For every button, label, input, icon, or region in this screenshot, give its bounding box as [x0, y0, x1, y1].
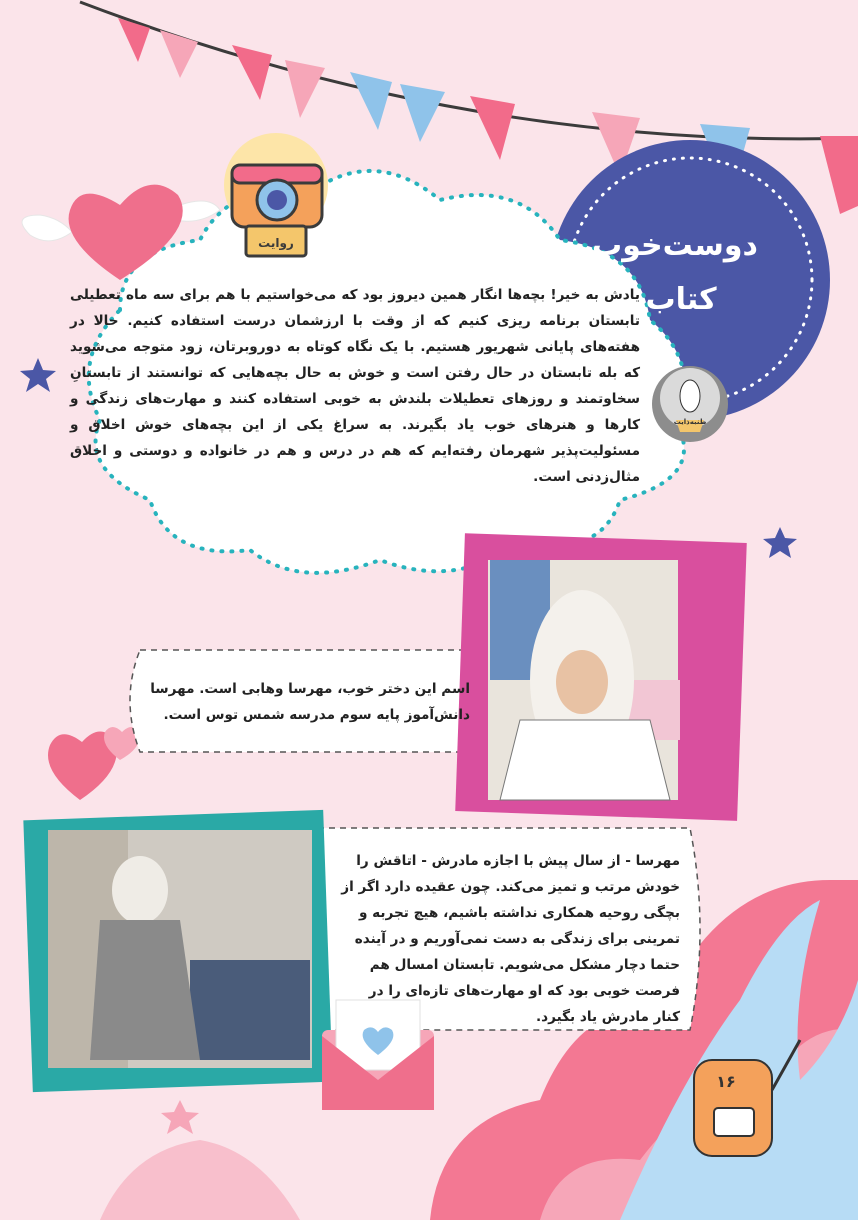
- photo-caption-1: اسم این دختر خوب، مهرسا وهابی است. مهرسا دانش‌آموز پایه سوم مدرسه شمس توس است.: [150, 681, 470, 723]
- bunting-flag: [232, 45, 272, 100]
- page-title-line2: کتاب‌ها: [613, 282, 717, 317]
- page-number: ۱۶: [716, 1072, 736, 1091]
- photo-girl-2: [112, 856, 168, 924]
- photo-caption-2: مهرسا - از سال پیش با اجازه مادرش - اتاقش را خودش مرتب و تمیز می‌کند. چون عقیده دارد اگر از بچگی روحیه همکاری نداشته باشیم، هیچ تجربه و تمرینی برای زندگی به دست نمی‌آوریم و در آینده حتما دچار مشکل می‌شویم. تابستان امسال هم فرصت خوبی بود که او مهارت‌های تازه‌ای را در کنار مادرش یاد بگیرد.: [341, 853, 680, 1025]
- star-icon: [20, 358, 56, 392]
- star-icon: [161, 1100, 199, 1134]
- bunting-flag: [160, 30, 198, 78]
- story-paragraph: یادش به خیر! بچه‌ها انگار همین دیروز بود که می‌خواستیم با هم برای سه ماه تعطیلی تابستان برنامه ریزی کنیم که از وقت با ارزشمان درست استفاده کنیم. حالا در هفته‌های پایانی شهریور هستیم. با یک نگاه کوتاه به دوروبرتان، زود متوجه می‌شوید که بله تابستان در حال رفتن است و خوش به حال بچه‌هایی که توانستند از تابستانِ سخاوتمند و روزهای تعطیلات بلندش به خوبی استفاده کنند و مهارت‌های زندگی و کارها و هنرهای خوب یاد بگیرند. به سراغ یکی از این بچه‌های خوش اخلاق و مسئولیت‌پذیر شهرمان رفته‌ایم که هم در درس و هم در خانواده و دوستی و اخلاق مثال‌زدنی است.: [70, 287, 640, 485]
- bunting-flag: [285, 60, 325, 118]
- page-title-line1: دوست‌خوب: [592, 228, 758, 263]
- badge-icon: [652, 366, 728, 442]
- star-icon: [763, 527, 797, 558]
- camera-label: روایت: [258, 236, 294, 250]
- bunting-flag: [470, 96, 515, 160]
- bunting-flag: [400, 84, 445, 142]
- bunting-flag: [820, 136, 858, 214]
- badge-label: طنبه‌ذایت: [673, 418, 707, 426]
- bunting-flag: [350, 72, 392, 130]
